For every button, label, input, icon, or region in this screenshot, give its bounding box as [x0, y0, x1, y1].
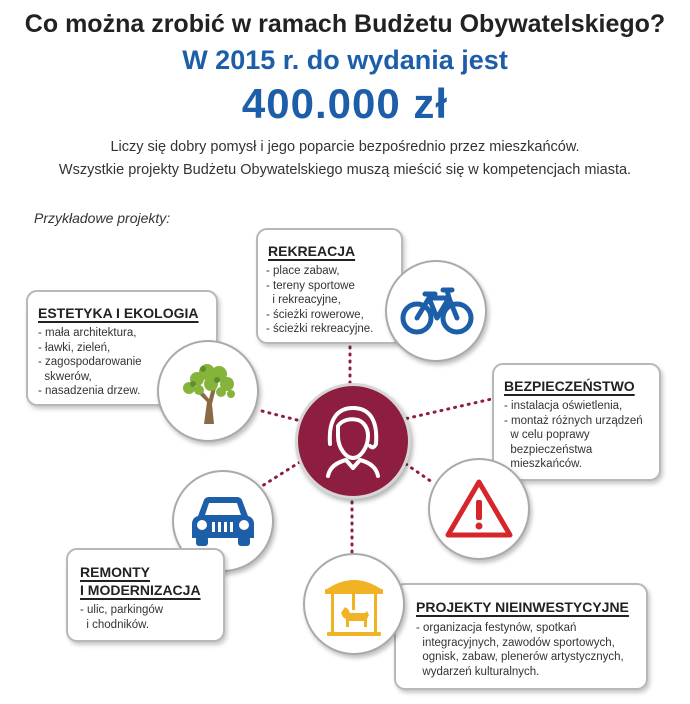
tree-circle [157, 340, 259, 442]
card-nieinwestycyjne [394, 583, 648, 690]
carousel-circle [303, 553, 405, 655]
carousel-icon [305, 555, 403, 653]
list-item: mieszkańców. [504, 458, 582, 470]
card-nieinwestycyjne-title: PROJEKTY NIEINWESTYCYJNE [416, 599, 629, 615]
list-item: skwerów, [38, 370, 92, 383]
center-person-circle [295, 383, 411, 499]
intro-line-2: Wszystkie projekty Budżetu Obywatelskiego muszą mieścić się w kompetencjach miasta. [58, 162, 632, 178]
person-icon [298, 386, 408, 496]
card-rekreacja-title: REKREACJA [268, 243, 356, 259]
warning-icon [430, 460, 528, 558]
list-item: - place zabaw, [266, 265, 340, 277]
connector-bezpieczenstwo [400, 398, 496, 420]
list-item: - ścieżki rekreacyjne. [266, 323, 374, 335]
card-remonty-list [80, 603, 163, 632]
list-item: - tereny sportowe [266, 279, 355, 292]
list-item: ognisk, zabaw, plenerów artystycznych, [416, 651, 624, 663]
list-item: w celu poprawy [504, 429, 590, 441]
card-nieinwestycyjne-list [416, 621, 624, 679]
list-item: i rekreacyjne, [266, 294, 341, 306]
list-item: - organizacja festynów, spotkań [416, 622, 577, 634]
card-bezpieczenstwo-title: BEZPIECZEŃSTWO [504, 378, 635, 394]
list-item: i chodników. [80, 618, 150, 631]
examples-label: Przykładowe projekty: [34, 210, 171, 226]
card-estetyka-list [38, 326, 142, 399]
list-item: - ścieżki rowerowe, [266, 308, 364, 321]
list-item: integracyjnych, zawodów sportowych, [416, 636, 615, 649]
connector-estetyka [258, 410, 297, 420]
list-item: - ławki, zieleń, [38, 341, 111, 354]
card-rekreacja [256, 228, 403, 344]
card-estetyka-title: ESTETYKA I EKOLOGIA [38, 305, 199, 321]
list-item: - zagospodarowanie [38, 356, 142, 368]
card-remonty-title-1: REMONTY [80, 564, 150, 580]
list-item: - instalacja oświetlenia, [504, 400, 623, 412]
warning-circle [428, 458, 530, 560]
card-rekreacja-list [266, 264, 373, 337]
card-remonty [66, 548, 225, 642]
list-item: - montaż różnych urządzeń [504, 414, 643, 427]
list-item: wydarzeń kulturalnych. [416, 665, 540, 678]
card-remonty-title-2: I MODERNIZACJA [80, 582, 201, 598]
list-item: - mała architektura, [38, 327, 137, 339]
bicycle-icon [387, 262, 485, 360]
tree-icon [159, 342, 257, 440]
intro-line-1: Liczy się dobry pomysł i jego poparcie bezpośrednio przez mieszkańców. [110, 139, 580, 155]
budget-amount: 400.000 zł [241, 80, 449, 127]
list-item: bezpieczeństwa [504, 443, 593, 456]
list-item: - nasadzenia drzew. [38, 385, 141, 397]
page-subtitle: W 2015 r. do wydania jest [182, 45, 508, 75]
bicycle-circle [385, 260, 487, 362]
page-title: Co można zrobić w ramach Budżetu Obywatelskiego? [24, 10, 666, 38]
list-item: - ulic, parkingów [80, 604, 164, 616]
